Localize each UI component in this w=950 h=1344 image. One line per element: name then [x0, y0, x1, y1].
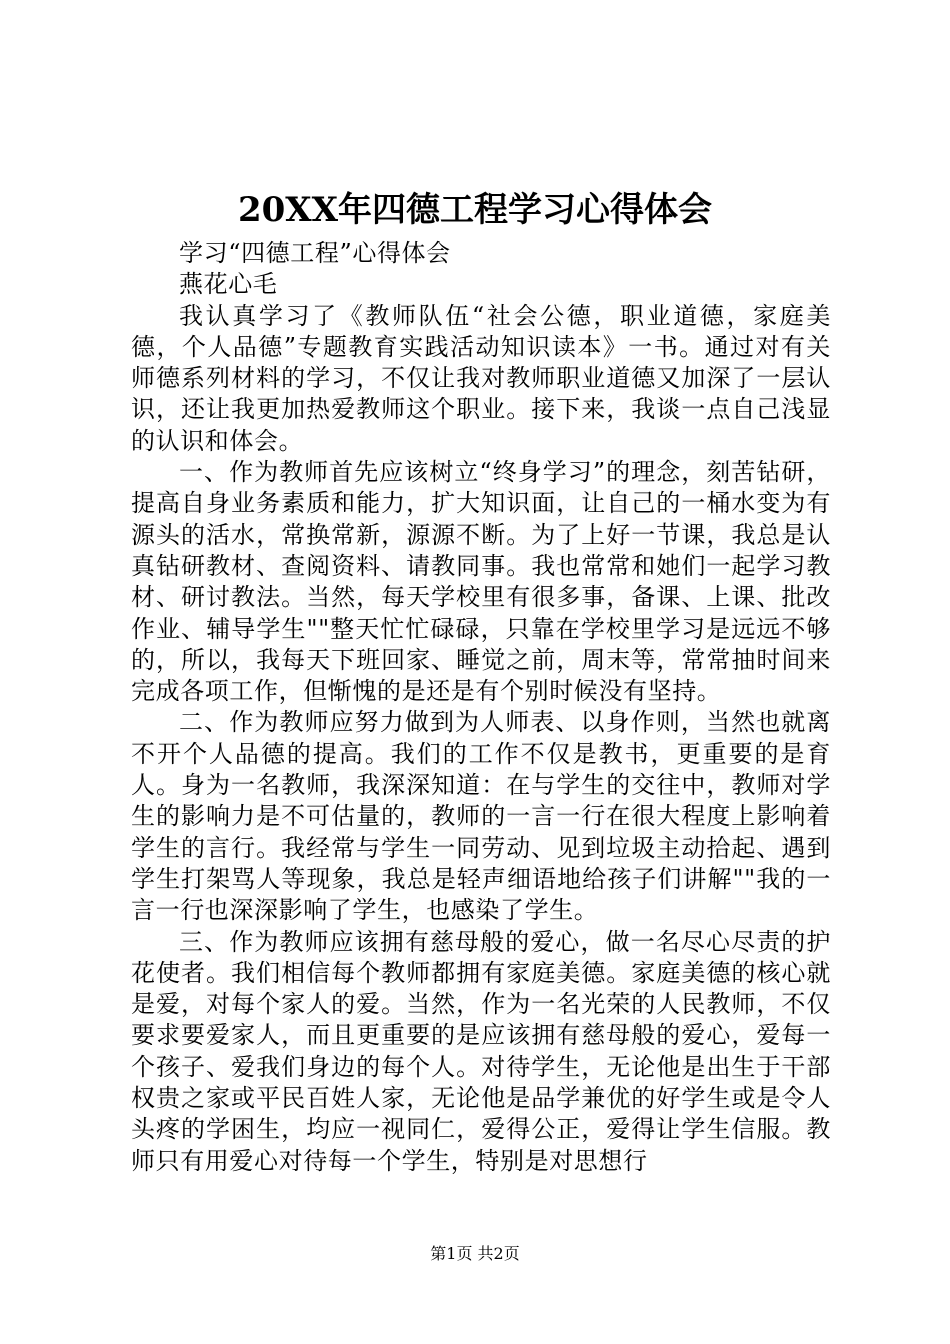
author-paragraph: 燕花心毛	[179, 270, 278, 299]
section-three-paragraph: 三、作为教师应该拥有慈母般的爱心，做一名尽心尽责的护花使者。我们相信每个教师都拥有家庭美德。家庭美德的核心就是爱，对每个家人的爱。当然，作为一名光荣的人民教师，不仅要求要爱家人，而且更重要的是应该拥有慈母般的爱心，爱每一个孩子、爱我们身边的每个人。对待学生，无论他是出生于干部权贵之家或平民百姓人家，无论他是品学兼优的好学生或是令人头疼的学困生，均应一视同仁，爱得公正，爱得让学生信服。教师只有用爱心对待每一个学生，特别是对思想行	[131, 927, 831, 1175]
subtitle-paragraph: 学习“四德工程”心得体会	[179, 239, 451, 267]
document-body	[131, 238, 831, 1177]
document-title: 20XX年四德工程学习心得体会	[237, 190, 713, 230]
page-footer: 第1页 共2页	[430, 1244, 520, 1263]
intro-paragraph: 我认真学习了《教师队伍“社会公德，职业道德，家庭美德，个人品德”专题教育实践活动知识读本》一书。通过对有关师德系列材料的学习，不仅让我对教师职业道德又加深了一层认识，还让我更加热爱教师这个职业。接下来，我谈一点自己浅显的认识和体会。	[131, 301, 831, 455]
section-two-paragraph: 二、作为教师应努力做到为人师表、以身作则，当然也就离不开个人品德的提高。我们的工作不仅是教书，更重要的是育人。身为一名教师，我深深知道：在与学生的交往中，教师对学生的影响力是不可估量的，教师的一言一行在很大程度上影响着学生的言行。我经常与学生一同劳动、见到垃圾主动拾起、遇到学生打架骂人等现象，我总是轻声细语地给孩子们讲解""我的一言一行也深深影响了学生，也感染了学生。	[131, 708, 831, 925]
section-one-paragraph: 一、作为教师首先应该树立“终身学习”的理念，刻苦钻研，提高自身业务素质和能力，扩大知识面，让自己的一桶水变为有源头的活水，常换常新，源源不断。为了上好一节课，我总是认真钻研教材、查阅资料、请教同事。我也常常和她们一起学习教材、研讨教法。当然，每天学校里有很多事，备课、上课、批改作业、辅导学生""整天忙忙碌碌，只靠在学校里学习是远远不够的，所以，我每天下班回家、睡觉之前，周末等，常常抽时间来完成各项工作，但惭愧的是还是有个别时候没有坚持。	[131, 458, 831, 706]
